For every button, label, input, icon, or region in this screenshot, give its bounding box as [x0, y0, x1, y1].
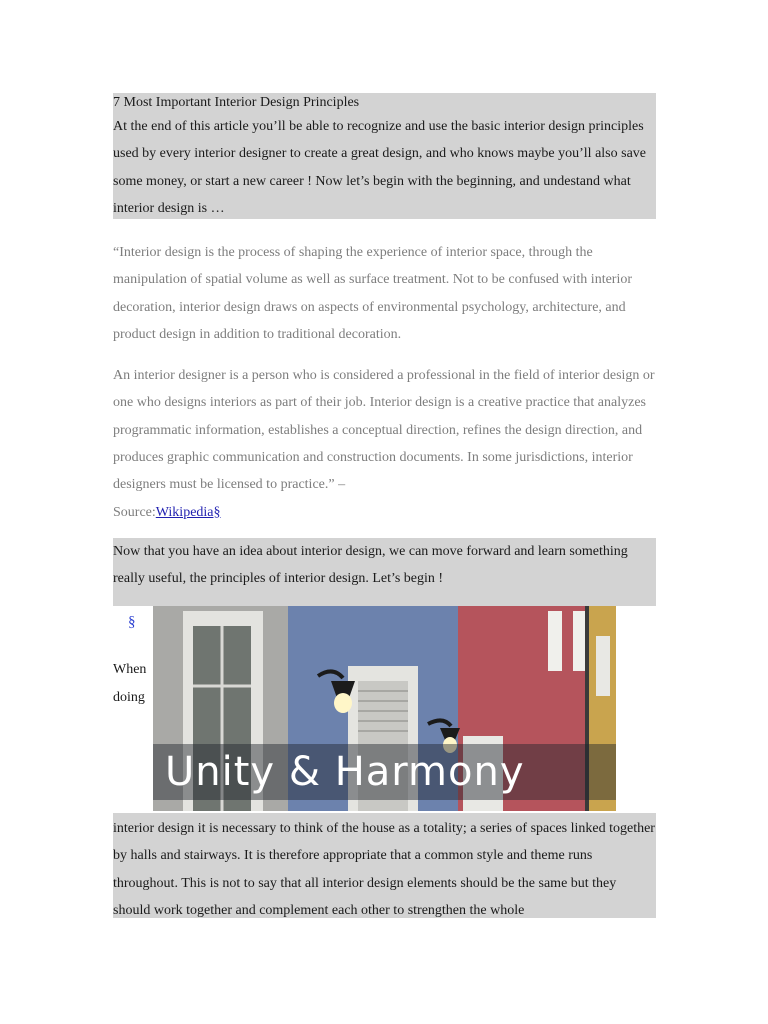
quote-paragraph-1: “Interior design is the process of shaping the experience of interior space, through the manipulation of spatial volume as well as surface treatment. Not to be confused with interior decoration, interior design draws on aspects of environmental psychology, architecture, and product design in addition to traditional decoration.	[113, 245, 633, 342]
intro-text: At the end of this article you’ll be able to recognize and use the basic interior design principles used by every interior designer to create a great design, and who knows maybe you’ll also save some money, or start a new career ! Now let’s begin with the beginning, and undestand what interior design is …	[113, 119, 646, 216]
wrap-text-line-2: doing	[113, 689, 145, 705]
intro-block	[113, 93, 656, 219]
article-title: 7 Most Important Interior Design Principles	[113, 95, 360, 110]
unity-harmony-image	[153, 606, 616, 811]
wikipedia-link[interactable]: Wikipedia§	[155, 504, 221, 520]
wrap-text-line-1: When	[113, 661, 147, 677]
quote-paragraph-2	[113, 362, 656, 526]
source-label: Source:	[113, 504, 156, 520]
image-caption: Unity & Harmony	[153, 744, 616, 800]
transition-text: Now that you have an idea about interior design, we can move forward and learn something really useful, the principles of interior design. Let’s begin !	[113, 543, 628, 587]
body-text: interior design it is necessary to think of the house as a totality; a series of spaces linked together by halls and stairways. It is therefore appropriate that a common style and theme runs throughout. This is not to say that all interior design elements should be the same but they should work together and complement each other to strengthen the whole	[113, 820, 655, 918]
quote-block	[113, 239, 656, 526]
image-section	[113, 606, 656, 813]
section-mark[interactable]: §	[128, 613, 136, 630]
wrap-text	[113, 656, 146, 712]
article	[113, 93, 656, 918]
transition-block	[113, 538, 656, 606]
body-block	[113, 813, 656, 918]
quote-paragraph-2-text: An interior designer is a person who is considered a professional in the field of interior design or one who designs interiors as part of their job. Interior design is a creative practice that analyzes programmatic information, establishes a conceptual direction, refines the design direction, and produces graphic communication and construction documents. In some jurisdictions, interior designers must be licensed to practice.” –	[113, 368, 655, 493]
